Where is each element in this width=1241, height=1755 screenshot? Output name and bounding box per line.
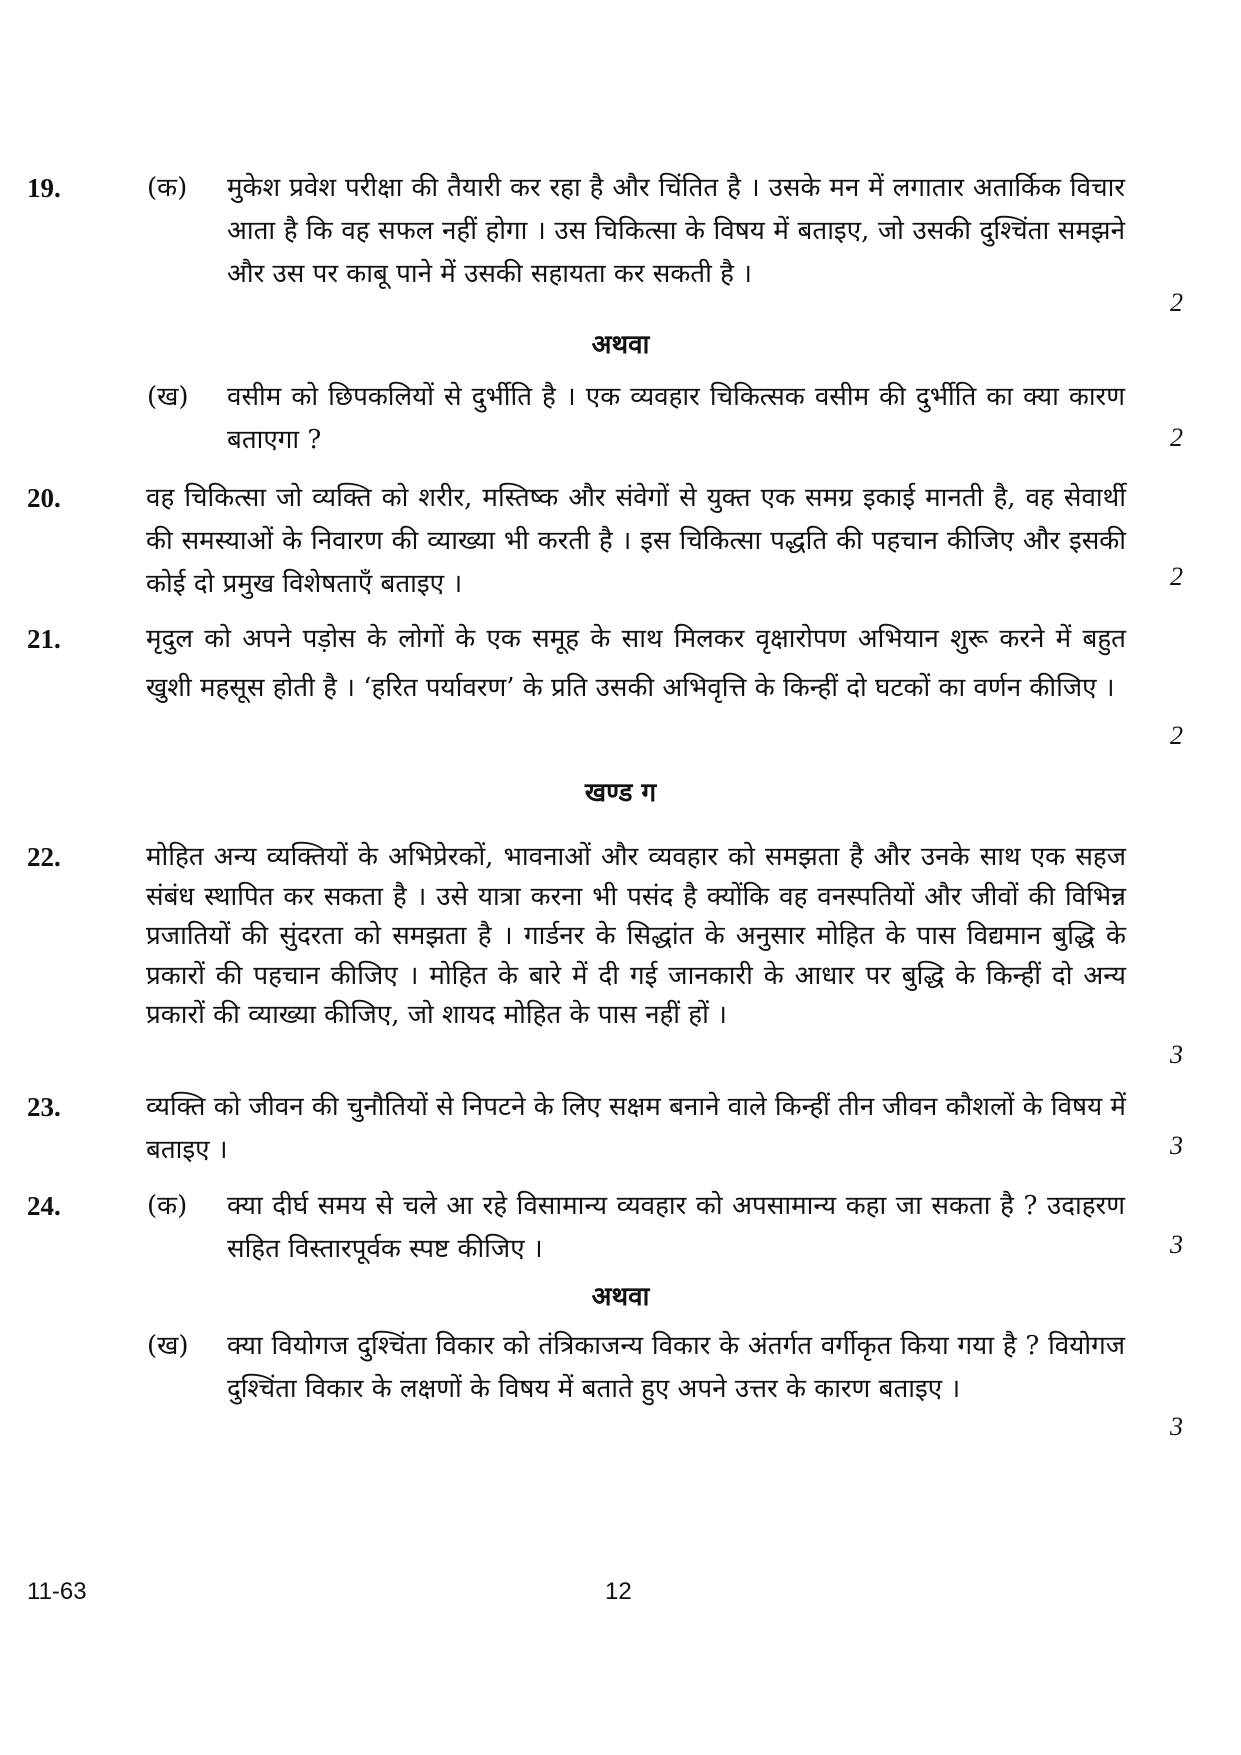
marks: 3 — [1170, 1131, 1183, 1160]
question-number: 24. — [27, 1191, 61, 1221]
part-label: (क) — [147, 1191, 188, 1221]
or-heading: अथवा — [591, 1282, 650, 1312]
part-label: (ख) — [147, 1331, 189, 1361]
part-label: (ख) — [147, 382, 189, 412]
or-heading: अथवा — [591, 330, 650, 360]
question-text: व्यक्ति को जीवन की चुनौतियों से निपटने के लिए सक्षम बनाने वाले किन्हीं तीन जीवन कौशलों के विषय में बताइए । — [146, 1092, 1126, 1165]
marks: 2 — [1170, 423, 1183, 452]
question-text: मोहित अन्य व्यक्तियों के अभिप्रेरकों, भावनाओं और व्यवहार को समझता है और उनके साथ एक सहज संबंध स्थापित कर सकता है । उसे यात्रा करना भी पसंद है क्योंकि वह वनस्पतियों और जीवों की विभिन्न प्रजातियों की सुंदरता को समझता है । गार्डनर के सिद्धांत के अनुसार मोहित के पास विद्यमान बुद्धि के प्रकारों की पहचान कीजिए । मोहित के बारे में दी गई जानकारी के आधार पर बुद्धि के किन्हीं दो अन्य प्रकारों की व्याख्या कीजिए, जो शायद मोहित के पास नहीं हों । — [146, 842, 1126, 1030]
marks: 2 — [1170, 288, 1183, 317]
question-number: 21. — [27, 624, 61, 654]
question-number: 20. — [27, 483, 61, 513]
question-text: वह चिकित्सा जो व्यक्ति को शरीर, मस्तिष्क और संवेगों से युक्त एक समग्र इकाई मानती है, वह सेवार्थी की समस्याओं के निवारण की व्याख्या भी करती है । इस चिकित्सा पद्धति की पहचान कीजिए और इसकी कोई दो प्रमुख विशेषताएँ बताइए । — [146, 483, 1126, 599]
marks: 3 — [1170, 1040, 1183, 1069]
part-label: (क) — [147, 173, 188, 203]
question-text: क्या वियोगज दुश्चिंता विकार को तंत्रिकाजन्य विकार के अंतर्गत वर्गीकृत किया गया है ? वियोगज दुश्चिंता विकार के लक्षणों के विषय में बताते हुए अपने उत्तर के कारण बताइए । — [227, 1331, 1125, 1404]
question-number: 19. — [27, 173, 61, 203]
marks: 3 — [1170, 1412, 1183, 1441]
question-text: क्या दीर्घ समय से चले आ रहे विसामान्य व्यवहार को अपसामान्य कहा जा सकता है ? उदाहरण सहित विस्तारपूर्वक स्पष्ट कीजिए । — [227, 1191, 1125, 1264]
section-heading: खण्ड ग — [584, 778, 657, 808]
question-text: मुकेश प्रवेश परीक्षा की तैयारी कर रहा है और चिंतित है । उसके मन में लगातार अतार्किक विचार आता है कि वह सफल नहीं होगा । उस चिकित्सा के विषय में बताइए, जो उसकी दुश्चिंता समझने और उस पर काबू पाने में उसकी सहायता कर सकती है । — [227, 173, 1125, 289]
marks: 3 — [1170, 1230, 1183, 1259]
paper-code: 11-63 — [27, 1578, 87, 1605]
marks: 2 — [1170, 721, 1183, 750]
page-number: 12 — [605, 1578, 632, 1605]
marks: 2 — [1170, 562, 1183, 591]
question-number: 22. — [27, 842, 61, 872]
question-text: वसीम को छिपकलियों से दुर्भीति है । एक व्यवहार चिकित्सक वसीम की दुर्भीति का क्या कारण बताएगा ? — [227, 382, 1125, 455]
question-number: 23. — [27, 1092, 61, 1122]
question-text: मृदुल को अपने पड़ोस के लोगों के एक समूह के साथ मिलकर वृक्षारोपण अभियान शुरू करने में बहुत खुशी महसूस होती है । ‘हरित पर्यावरण’ के प्रति उसकी अभिवृत्ति के किन्हीं दो घटकों का वर्णन कीजिए । — [146, 624, 1126, 703]
